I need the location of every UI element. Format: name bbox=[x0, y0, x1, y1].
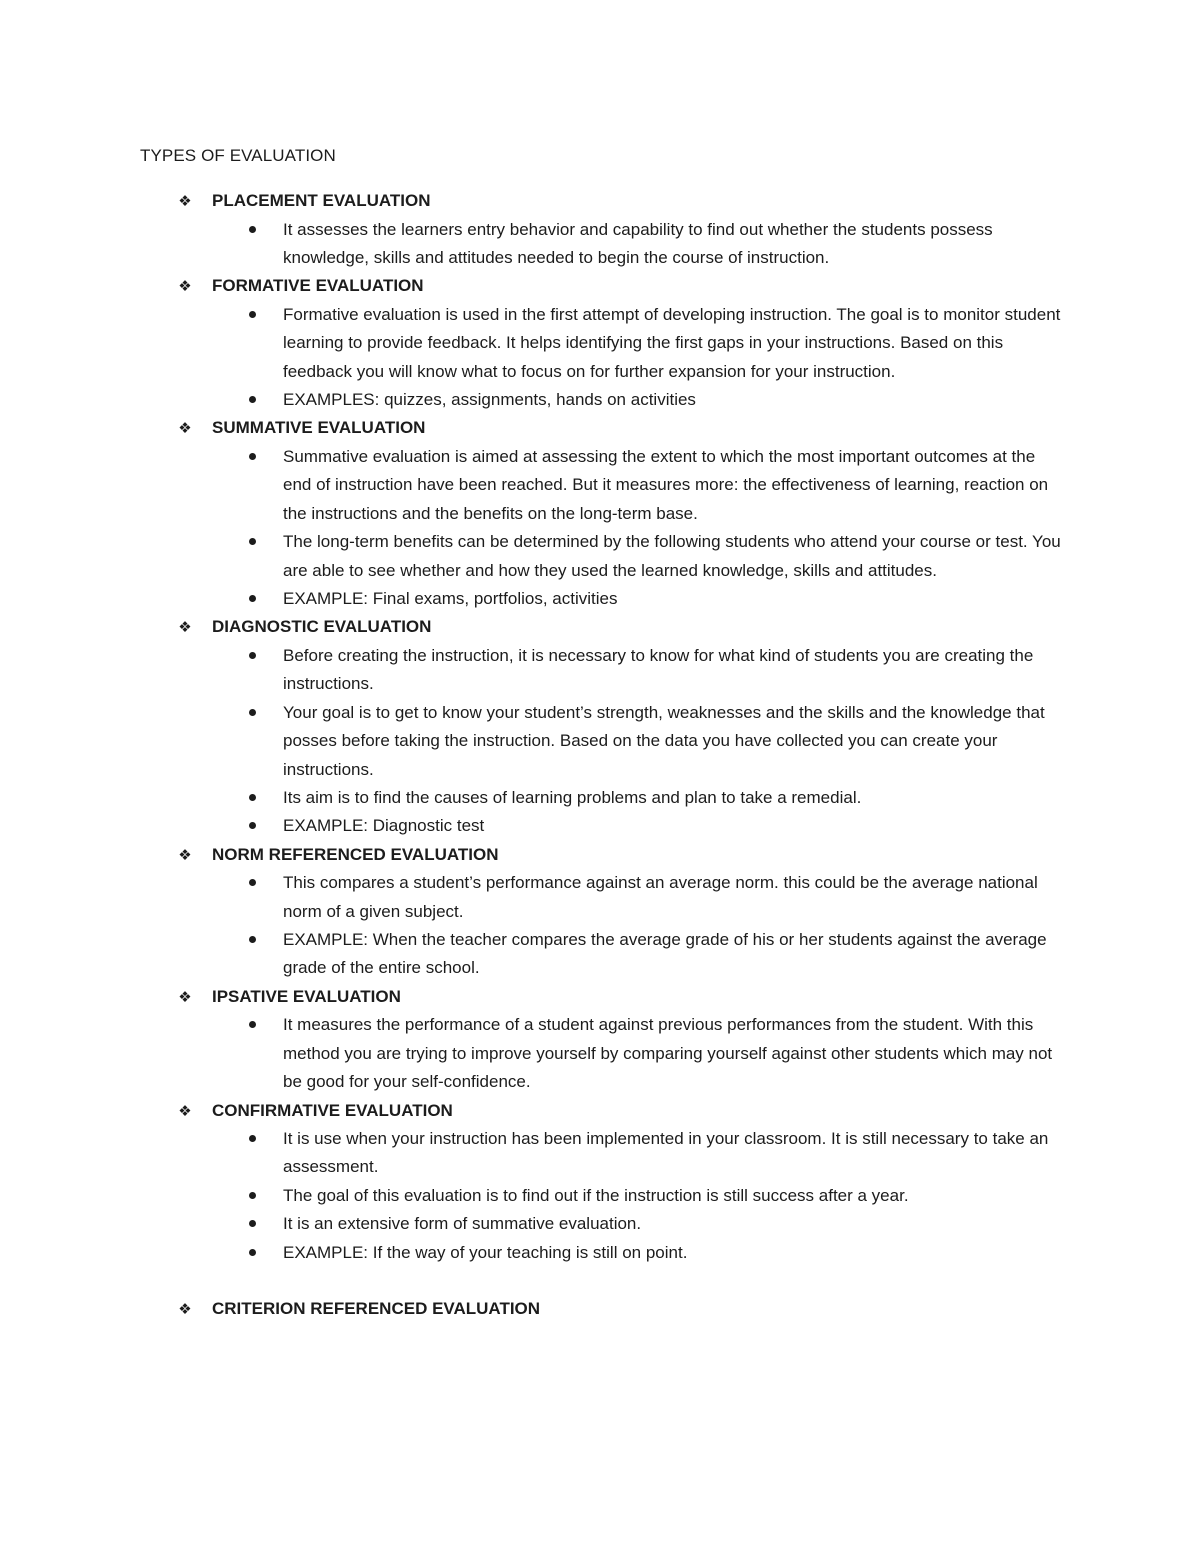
bullet-list bbox=[0, 1011, 1200, 1096]
section-heading-text: CONFIRMATIVE EVALUATION bbox=[212, 1100, 453, 1120]
section-block bbox=[0, 187, 1200, 272]
bullet-list bbox=[0, 216, 1200, 273]
round-bullet-icon bbox=[249, 396, 256, 403]
list-item bbox=[0, 1210, 1063, 1238]
section-heading bbox=[0, 187, 1200, 216]
section-block bbox=[0, 841, 1200, 983]
bullet-list bbox=[0, 869, 1200, 983]
list-item-text: It is an extensive form of summative evaluation. bbox=[283, 1214, 642, 1234]
list-item bbox=[0, 784, 1063, 812]
list-item-text: Formative evaluation is used in the first attempt of developing instruction. The goal is to monitor student learning to provide feedback. It helps identifying the first gaps in your instructions. Based on this feedback you will know what to focus on for further expansion for your instruction. bbox=[283, 304, 1061, 381]
round-bullet-icon bbox=[249, 709, 256, 716]
list-item-text: EXAMPLE: Final exams, portfolios, activities bbox=[283, 588, 618, 608]
round-bullet-icon bbox=[249, 226, 256, 233]
round-bullet-icon bbox=[249, 1192, 256, 1199]
list-item bbox=[0, 1239, 1063, 1267]
round-bullet-icon bbox=[249, 822, 256, 829]
section-heading bbox=[0, 1295, 1200, 1324]
list-item bbox=[0, 699, 1063, 784]
section-heading bbox=[0, 841, 1200, 870]
list-item bbox=[0, 216, 1063, 273]
round-bullet-icon bbox=[249, 794, 256, 801]
round-bullet-icon bbox=[249, 936, 256, 943]
list-item bbox=[0, 1182, 1063, 1210]
diamond-bullet-icon: ❖ bbox=[178, 1102, 192, 1120]
section-block bbox=[0, 414, 1200, 613]
round-bullet-icon bbox=[249, 1135, 256, 1142]
round-bullet-icon bbox=[249, 595, 256, 602]
list-item-text: It measures the performance of a student against previous performances from the student. With this method you are trying to improve yourself by comparing yourself against other students which may not be good for your self-confidence. bbox=[283, 1015, 1053, 1092]
section-heading-text: PLACEMENT EVALUATION bbox=[212, 191, 431, 210]
list-item bbox=[0, 642, 1063, 699]
list-item-text: Its aim is to find the causes of learning problems and plan to take a remedial. bbox=[283, 787, 862, 807]
list-item-text: The long-term benefits can be determined by the following students who attend your course or test. You are able to see whether and how they used the learned knowledge, skills and attitudes. bbox=[283, 532, 1061, 580]
diamond-bullet-icon: ❖ bbox=[178, 1301, 192, 1319]
section-block bbox=[0, 1097, 1200, 1268]
section-heading-text: DIAGNOSTIC EVALUATION bbox=[212, 617, 432, 637]
round-bullet-icon bbox=[249, 538, 256, 545]
bullet-list bbox=[0, 1125, 1200, 1267]
blank-line bbox=[0, 1267, 1200, 1295]
list-item bbox=[0, 812, 1063, 840]
section-block bbox=[0, 272, 1200, 414]
bullet-list bbox=[0, 642, 1200, 841]
list-item bbox=[0, 386, 1063, 414]
round-bullet-icon bbox=[249, 879, 256, 886]
list-item-text: Your goal is to get to know your student’s strength, weaknesses and the skills and the knowledge that posses before taking the instruction. Based on the data you have collected you can create your instructions. bbox=[283, 702, 1045, 779]
list-item-text: EXAMPLE: When the teacher compares the average grade of his or her students against the average grade of the entire school. bbox=[283, 930, 1047, 978]
list-item-text: It is use when your instruction has been implemented in your classroom. It is still necessary to take an assessment. bbox=[283, 1129, 1049, 1177]
section-heading bbox=[0, 983, 1200, 1012]
section-heading bbox=[0, 272, 1200, 301]
section-heading bbox=[0, 613, 1200, 642]
list-item-text: EXAMPLE: Diagnostic test bbox=[283, 816, 485, 836]
list-item bbox=[0, 1125, 1063, 1182]
round-bullet-icon bbox=[249, 311, 256, 318]
list-item-text: This compares a student’s performance against an average norm. this could be the average national norm of a given subject. bbox=[283, 873, 1038, 921]
list-item-text: Summative evaluation is aimed at assessing the extent to which the most important outcomes at the end of instruction have been reached. But it measures more: the effectiveness of learning, reaction on the instructions and the benefits on the long-term base. bbox=[283, 446, 1049, 523]
diamond-bullet-icon: ❖ bbox=[178, 988, 192, 1006]
bullet-list bbox=[0, 301, 1200, 415]
section-block bbox=[0, 983, 1200, 1097]
section-heading-text: IPSATIVE EVALUATION bbox=[212, 986, 401, 1006]
section-heading-text: SUMMATIVE EVALUATION bbox=[212, 418, 426, 438]
section-heading bbox=[0, 414, 1200, 443]
section-heading-text: FORMATIVE EVALUATION bbox=[212, 276, 424, 296]
section-block bbox=[0, 613, 1200, 840]
list-item bbox=[0, 585, 1063, 613]
diamond-bullet-icon: ❖ bbox=[178, 193, 192, 210]
list-item-text: The goal of this evaluation is to find out if the instruction is still success after a year. bbox=[283, 1185, 909, 1205]
list-item bbox=[0, 1011, 1063, 1096]
round-bullet-icon bbox=[249, 652, 256, 659]
list-item bbox=[0, 528, 1063, 585]
list-item-text: EXAMPLE: If the way of your teaching is still on point. bbox=[283, 1242, 688, 1262]
section-list bbox=[0, 187, 1200, 1324]
section-block bbox=[0, 1295, 1200, 1324]
list-item-text: EXAMPLES: quizzes, assignments, hands on activities bbox=[283, 390, 696, 410]
list-item bbox=[0, 443, 1063, 528]
section-heading-text: CRITERION REFERENCED EVALUATION bbox=[212, 1299, 541, 1319]
list-item-text: Before creating the instruction, it is necessary to know for what kind of students you are creating the instructions. bbox=[283, 645, 1034, 694]
round-bullet-icon bbox=[249, 1249, 256, 1256]
round-bullet-icon bbox=[249, 1220, 256, 1227]
diamond-bullet-icon: ❖ bbox=[178, 420, 192, 438]
document-title: TYPES OF EVALUATION bbox=[140, 146, 336, 165]
section-heading bbox=[0, 1097, 1200, 1126]
list-item bbox=[0, 301, 1063, 386]
round-bullet-icon bbox=[249, 1021, 256, 1028]
round-bullet-icon bbox=[249, 453, 256, 460]
section-heading-text: NORM REFERENCED EVALUATION bbox=[212, 844, 499, 864]
list-item bbox=[0, 926, 1063, 983]
bullet-list bbox=[0, 443, 1200, 613]
list-item bbox=[0, 869, 1063, 926]
diamond-bullet-icon: ❖ bbox=[178, 278, 192, 296]
diamond-bullet-icon: ❖ bbox=[178, 619, 192, 637]
diamond-bullet-icon: ❖ bbox=[178, 846, 192, 864]
list-item-text: It assesses the learners entry behavior and capability to find out whether the students possess knowledge, skills and attitudes needed to begin the course of instruction. bbox=[283, 219, 993, 267]
